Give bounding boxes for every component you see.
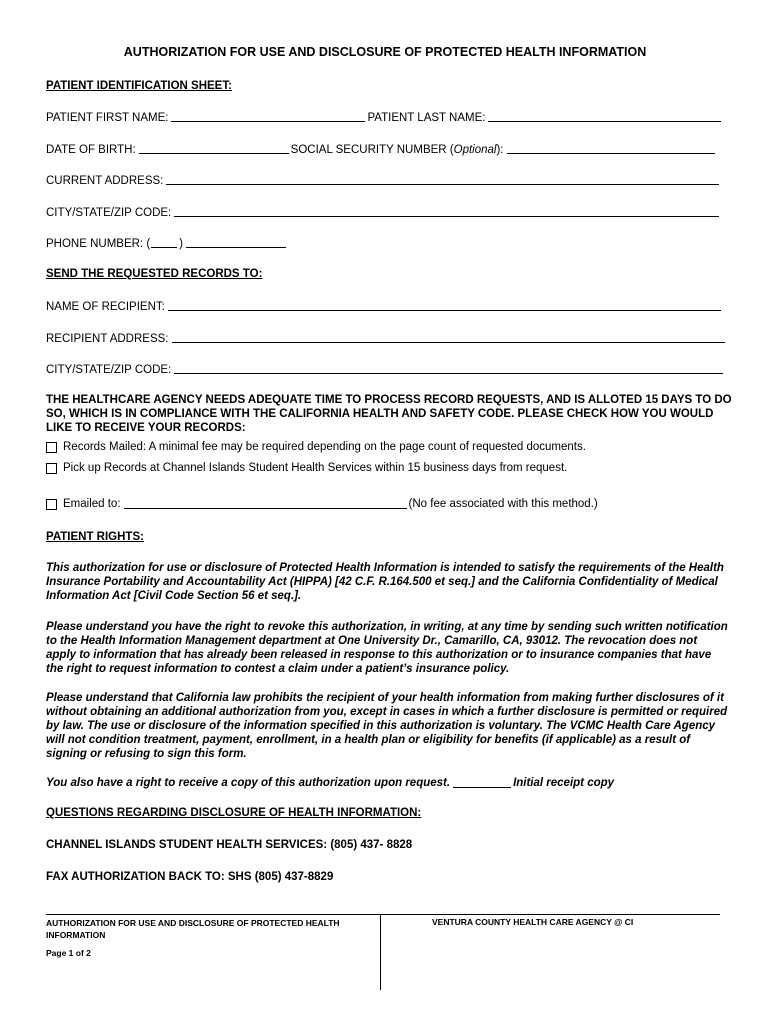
patient-name-row xyxy=(46,110,723,124)
option-mailed[interactable] xyxy=(46,441,586,453)
last-name-label: PATIENT LAST NAME: xyxy=(367,112,486,124)
patient-rights-heading: PATIENT RIGHTS: xyxy=(46,531,144,543)
footer-vertical-divider xyxy=(380,914,381,990)
recipient-address-row xyxy=(46,331,727,345)
recipient-city-field[interactable] xyxy=(174,362,723,374)
mailed-checkbox[interactable] xyxy=(46,442,57,453)
phone-number-field[interactable] xyxy=(186,236,286,248)
processing-note: THE HEALTHCARE AGENCY NEEDS ADEQUATE TIME TO PROCESS RECORD REQUESTS, AND IS ALLOTED 15 DAYS TO DO SO, WHICH IS IN COMPLIANCE WITH THE CALIFORNIA HEALTH AND SAFETY CODE. PLEASE CHECK HOW YOU WOULD LIKE TO RECEIVE YOUR RECORDS: xyxy=(46,394,732,434)
footer-agency: VENTURA COUNTY HEALTH CARE AGENCY @ CI xyxy=(432,917,634,927)
first-name-field[interactable] xyxy=(171,110,365,122)
recipient-name-label: NAME OF RECIPIENT: xyxy=(46,301,165,313)
recipient-city-label: CITY/STATE/ZIP CODE: xyxy=(46,364,172,376)
mailed-label: Records Mailed: A minimal fee may be required depending on the page count of requested documents. xyxy=(63,441,586,453)
recipient-address-field[interactable] xyxy=(172,331,725,343)
initial-field[interactable] xyxy=(453,776,511,788)
contact-phone-line: CHANNEL ISLANDS STUDENT HEALTH SERVICES: (805) 437- 8828 xyxy=(46,839,413,851)
recipient-name-row xyxy=(46,299,723,313)
rights-paragraph-hipaa: This authorization for use or disclosure of Protected Health Information is intended to satisfy the requirements of the Health Insurance Portability and Accountability Act (HIPPA) [42 C.F. R.164.500 et seq.] and the California Confidentiality of Medical Information Act [Civil Code Section 56 et seq.]. xyxy=(46,562,724,602)
recipient-address-label: RECIPIENT ADDRESS: xyxy=(46,333,169,345)
dob-label: DATE OF BIRTH: xyxy=(46,144,136,156)
city-label: CITY/STATE/ZIP CODE: xyxy=(46,207,172,219)
address-label: CURRENT ADDRESS: xyxy=(46,175,164,187)
email-field[interactable] xyxy=(124,497,407,509)
send-records-heading: SEND THE REQUESTED RECORDS TO: xyxy=(46,268,263,280)
recipient-name-field[interactable] xyxy=(168,299,721,311)
dob-field[interactable] xyxy=(139,142,289,154)
footer-page-number: Page 1 of 2 xyxy=(46,948,91,958)
fax-line: FAX AUTHORIZATION BACK TO: SHS (805) 437-8829 xyxy=(46,871,334,883)
pickup-label: Pick up Records at Channel Islands Student Health Services within 15 business days from request. xyxy=(63,462,568,474)
footer-divider xyxy=(46,914,720,915)
city-field[interactable] xyxy=(174,205,719,217)
option-pickup[interactable] xyxy=(46,462,567,474)
dob-ssn-row xyxy=(46,142,717,156)
phone-row xyxy=(46,236,288,250)
first-name-label: PATIENT FIRST NAME: xyxy=(46,112,169,124)
address-field[interactable] xyxy=(166,173,719,185)
rights-paragraph-california-law: Please understand that California law prohibits the recipient of your health information from making further disclosures of it without obtaining an additional authorization from you, except in cases in which a further disclosure is permitted or required by law. The use or disclosure of the information specified in this authorization is voluntary. The VCMC Health Care Agency will not condition treatment, payment, enrollment, in a health plan or eligibility for benefits (if applicable) as a result of signing or refusing to sign this form. xyxy=(46,692,728,760)
pickup-checkbox[interactable] xyxy=(46,463,57,474)
city-row xyxy=(46,205,721,219)
patient-identification-heading: PATIENT IDENTIFICATION SHEET: xyxy=(46,80,232,92)
emailed-note: (No fee associated with this method.) xyxy=(408,498,598,510)
questions-heading: QUESTIONS REGARDING DISCLOSURE OF HEALTH INFORMATION: xyxy=(46,807,422,819)
phone-label: PHONE NUMBER: ( xyxy=(46,238,151,250)
emailed-label: Emailed to: xyxy=(63,498,121,510)
emailed-checkbox[interactable] xyxy=(46,499,57,510)
phone-close-paren: ) xyxy=(179,238,183,250)
ssn-label: SOCIAL SECURITY NUMBER (Optional): xyxy=(290,144,504,156)
ssn-field[interactable] xyxy=(507,142,715,154)
area-code-field[interactable] xyxy=(151,236,177,248)
option-emailed[interactable] xyxy=(46,497,598,511)
copy-right-text: You also have a right to receive a copy of this authorization upon request. xyxy=(46,777,451,789)
recipient-city-row xyxy=(46,362,725,376)
copy-right-line xyxy=(46,776,730,790)
rights-paragraph-revoke: Please understand you have the right to revoke this authorization, in writing, at any time by sending such written notification to the Health Information Management department at One University Dr., Camarillo, CA, 93012. The revocation does not apply to information that has already been released in response to this authorization or to insurance companies that have the right to request information to contest a claim under a patient’s insurance policy. xyxy=(46,621,728,675)
address-row xyxy=(46,173,721,187)
initial-receipt-label: Initial receipt copy xyxy=(513,777,615,789)
form-title: AUTHORIZATION FOR USE AND DISCLOSURE OF PROTECTED HEALTH INFORMATION xyxy=(123,45,647,59)
last-name-field[interactable] xyxy=(488,110,721,122)
footer-form-title: AUTHORIZATION FOR USE AND DISCLOSURE OF PROTECTED HEALTH INFORMATION xyxy=(46,918,340,940)
